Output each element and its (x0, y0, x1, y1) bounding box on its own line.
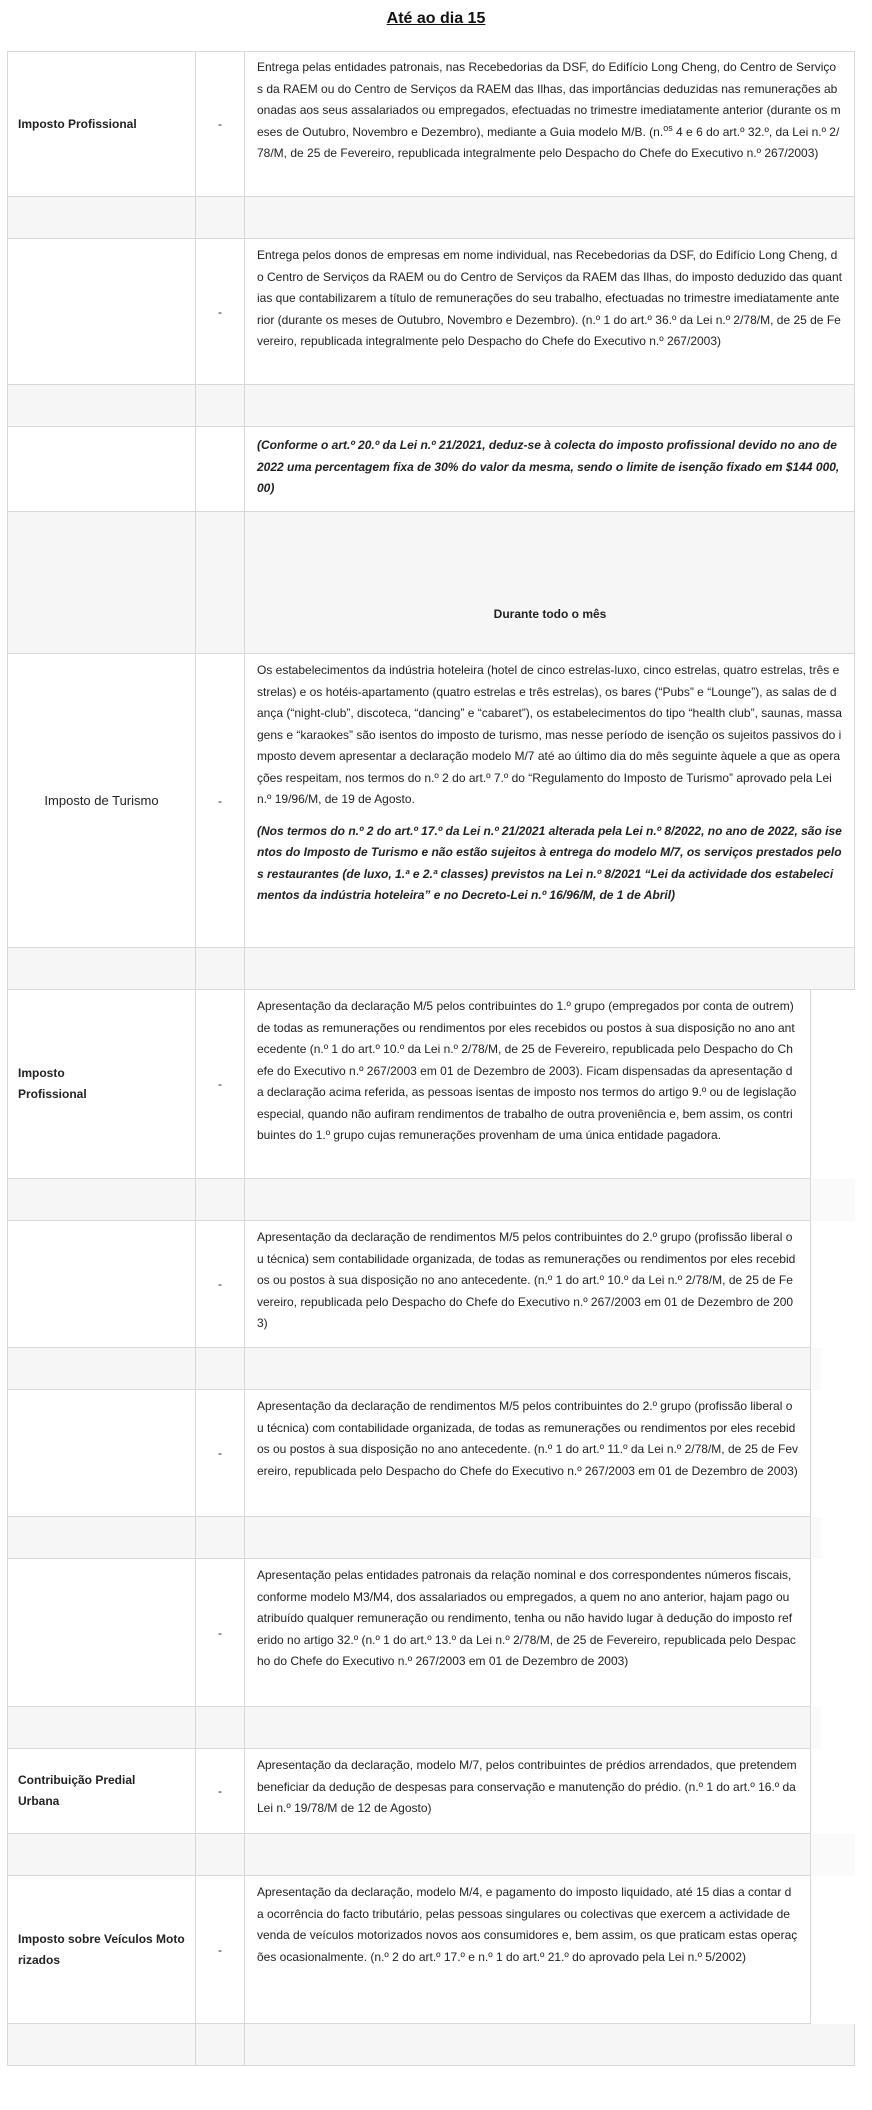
empty-cell (811, 1348, 821, 1390)
description-cell (245, 1876, 811, 2024)
empty-cell (245, 1179, 811, 1221)
tax-label: Imposto Profissional (18, 1066, 87, 1101)
empty-cell (7, 948, 196, 990)
empty-cell (245, 1517, 811, 1559)
dash-mark: - (218, 117, 222, 131)
description-cell (245, 239, 855, 385)
empty-cell (245, 948, 855, 990)
tax-label: Imposto de Turismo (44, 793, 159, 808)
empty-cell (811, 1517, 821, 1559)
empty-cell (196, 1834, 245, 1876)
tax-label-cell (7, 654, 196, 948)
description-text: Apresentação da declaração, modelo M/4, e pagamento do imposto liquidado, até 15 dias a contar da ocorrência do facto tributário, pelas pessoas singulares ou colectivas que exercem a actividade de (257, 1885, 792, 1921)
tax-label: Imposto Profissional (18, 116, 137, 131)
empty-cell (196, 948, 245, 990)
dash-mark: - (218, 1625, 222, 1640)
section-heading-cell (245, 512, 855, 654)
description-text-main: Entrega pelas entidades patronais, nas Recebedorias da DSF, do Edifício Long Cheng, do Centro de Serviços da RAEM ou do Centro de Serviços da RAEM das Ilhas, das importâncias deduzidas nas remunerações abonadas aos seus assalariados ou empregados, efectuadas no trimestre imediatamente anterior (durante os meses de Outubro, Novembro e Dezembro), mediante a Guia modelo M/B. (n. (257, 60, 841, 139)
dash-cell (196, 1559, 245, 1707)
superscript-os: os (663, 122, 673, 133)
empty-cell (7, 1559, 196, 1707)
note-text: (Conforme o art.º 20.º da Lei n.º 21/2021, deduz-se à colecta do imposto profissional devido no ano de 2022 uma percentagem fixa de 30% do valor da mesma, sendo o limite de isenção fixado em $144 000,00) (257, 438, 840, 495)
dash-cell (196, 239, 245, 385)
description-cell (245, 1559, 811, 1707)
tax-label-cell (7, 1876, 196, 2024)
page-title: Até ao dia 15 (386, 10, 486, 27)
note-cell (245, 427, 855, 512)
description-cell (245, 51, 855, 197)
empty-cell (196, 385, 245, 427)
empty-cell (196, 1348, 245, 1390)
description-text: Apresentação da declaração M/5 pelos contribuintes do 1.º grupo (empregados por conta de outrem) de todas as remunerações ou rendimentos por eles recebidos ou postos à sua disposição no ano antecedente (n.º 1 do art.º 10.º da Lei n.º 2/78/M, de 25 de Fevereiro, republicada pelo Despacho do Chefe do Executivo n.º 267/2003 em 01 de Dezembro de 2003). Ficam dispensadas da apresentação da declaração acima referida, as pessoas isentas de imposto nos termos do artigo 9.º ou de legislação especial, quando não aufiram rendimentos de trabalho de outra proveniência e, bem assim, os contribuintes do 1.º grupo cujas remunerações provenham de uma única entidade pagadora. (257, 999, 797, 1142)
empty-cell (811, 1834, 855, 1876)
description-cell (245, 1749, 811, 1834)
description-text-tail: 4 e 6 do art.º 32.º, da Lei n.º 2/78/M, de 25 de Fevereiro, republicada integralmente pelo Despacho do Chefe do Executivo n.º 267/2003) (257, 124, 840, 160)
empty-cell (7, 1517, 196, 1559)
description-note: (Nos termos do n.º 2 do art.º 17.º da Lei n.º 21/2021 alterada pela Lei n.º 8/2022, no ano de 2022, são isentos do Imposto de Turismo e não estão sujeitos à entrega do modelo M/7, os serviços prestados pelos restaurantes (de luxo, 1.ª e 2.ª classes) previstos na Lei n.º 8/2021 “Lei da actividade dos estabelecimentos da indústria hoteleira” e no Decreto-Lei n.º 16/96/M, de 1 de Abril) (257, 823, 842, 902)
empty-cell (245, 1834, 811, 1876)
dash-mark: - (218, 1077, 222, 1091)
empty-cell (7, 1221, 196, 1348)
empty-cell (245, 1348, 811, 1390)
dash-cell (196, 654, 245, 948)
empty-cell (245, 197, 855, 239)
dash-cell (196, 1221, 245, 1348)
empty-cell (7, 2024, 196, 2066)
dash-mark: - (218, 1446, 222, 1460)
empty-cell (7, 512, 196, 654)
empty-cell (7, 427, 196, 512)
empty-cell (811, 1179, 855, 1221)
description-text: Entrega pelos donos de empresas em nome individual, nas Recebedorias da DSF, do Edifício Long Cheng, do Centro de Serviços da RAEM ou do Centro de Serviços da RAEM das Ilhas, do imposto deduzido das quantias que contabilizarem a título de remunerações do seu trabalho, efectuadas no trimestre imediatamente anterior (durante os meses de Outubro, Novembro e Dezembro). (n.º 1 do art.º 36.º da Lei n.º 2/78/M, de 25 de Fevereiro, republicada integralmente pelo Despacho do Chefe do Executivo n.º 267/2003) (257, 248, 842, 348)
empty-cell (7, 1390, 196, 1517)
tax-label-cell (7, 239, 196, 385)
empty-cell (245, 2024, 855, 2066)
description-cell (245, 1390, 811, 1517)
description-cell (245, 1221, 811, 1348)
empty-cell (196, 2024, 245, 2066)
dash-cell (196, 1749, 245, 1834)
description-text: Apresentação da declaração, modelo M/7, pelos contribuintes de prédios arrendados, que pretendem beneficiar da dedução de despesas para conservação e manutenção do prédio. (n.º 1 do art.º 16.º da Lei n.º 19/78/M de 12 de Agosto) (257, 1758, 797, 1815)
description-text-continued: venda de veículos motorizados novos aos consumidores e, bem assim, os que praticam estas operações ocasionalmente. (n.º 2 do art.º 17.º e n.º 1 do art.º 21.º do aprovado pela Lei n.º 5/2002) (257, 1928, 798, 1964)
empty-cell (7, 385, 196, 427)
section-heading: Durante todo o mês (493, 607, 607, 621)
description-cell (245, 654, 855, 948)
dash-cell (196, 1390, 245, 1517)
tax-label: Contribuição Predial Urbana (18, 1773, 136, 1808)
description-cell (245, 990, 811, 1179)
dash-mark: - (218, 793, 222, 808)
dash-cell (196, 990, 245, 1179)
empty-cell (7, 197, 196, 239)
empty-cell (196, 427, 245, 512)
empty-cell (196, 197, 245, 239)
empty-cell (196, 1517, 245, 1559)
description-text: Apresentação pelas entidades patronais da relação nominal e dos correspondentes números fiscais, conforme modelo M3/M4, dos assalariados ou empregados, a quem no ano anterior, hajam pago ou atribuído qualquer remuneração ou rendimento, tenha ou não havido lugar à dedução do imposto referido no artigo 32.º (n.º 1 do art.º 13.º da Lei n.º 2/78/M, de 25 de Fevereiro, republicada pelo Despacho do Chefe do Executivo n.º 267/2003 em 01 de Dezembro de 2003) (257, 1568, 796, 1668)
dash-cell (196, 1876, 245, 2024)
empty-cell (811, 1707, 821, 1749)
empty-cell (7, 1707, 196, 1749)
description-text (245, 52, 854, 165)
dash-cell (196, 51, 245, 197)
empty-cell (196, 1179, 245, 1221)
dash-mark: - (218, 1942, 222, 1957)
empty-cell (7, 1348, 196, 1390)
tax-label: Imposto sobre Veículos Motorizados (18, 1931, 185, 1967)
empty-cell (7, 1834, 196, 1876)
empty-cell (245, 385, 855, 427)
description-text: Apresentação da declaração de rendimentos M/5 pelos contribuintes do 2.º grupo (profissão liberal ou técnica) sem contabilidade organizada, de todas as remunerações ou rendimentos por eles recebidos ou postos à sua disposição no ano antecedente. (n.º 1 do art.º 10.º da Lei n.º 2/78/M, de 25 de Fevereiro, republicada pelo Despacho do Chefe do Executivo n.º 267/2003 em 01 de Dezembro de 2003) (257, 1230, 796, 1330)
description-text: Apresentação da declaração de rendimentos M/5 pelos contribuintes do 2.º grupo (profissão liberal ou técnica) com contabilidade organizada, de todas as remunerações ou rendimentos por eles recebidos ou postos à sua disposição no ano antecedente. (n.º 1 do art.º 11.º da Lei n.º 2/78/M, de 25 de Fevereiro, republicada pelo Despacho do Chefe do Executivo n.º 267/2003 em 01 de Dezembro de 2003) (257, 1399, 798, 1478)
dash-mark: - (218, 1784, 222, 1798)
description-text: Os estabelecimentos da indústria hoteleira (hotel de cinco estrelas-luxo, cinco estrelas, quatro estrelas, três estrelas) e os hotéis-apartamento (quatro estrelas e três estrelas), os bares (“Pubs” e “Lounge”), as salas de dança (“night-club”, discoteca, “dancing” e “cabaret”), os estabelecimentos do tipo “health club”, saunas, massagens e “karaokes” são isentos do imposto de turismo, mas nesse período de isenção os sujeitos passivos do imposto devem apresentar a declaração modelo M/7 até ao último dia do mês seguinte àquele a que as operações respeitam, nos termos do n.º 2 do art.º 7.º do “Regulamento do Imposto de Turismo” aprovado pela Lei n.º 19/96/M, de 19 de Agosto. (257, 663, 842, 806)
tax-label-cell (7, 51, 196, 197)
dash-mark: - (218, 304, 222, 319)
dash-mark: - (218, 1277, 222, 1291)
empty-cell (245, 1707, 811, 1749)
empty-cell (7, 1179, 196, 1221)
empty-cell (196, 512, 245, 654)
empty-cell (196, 1707, 245, 1749)
tax-label-cell (7, 990, 196, 1179)
tax-label-cell (7, 1749, 196, 1834)
